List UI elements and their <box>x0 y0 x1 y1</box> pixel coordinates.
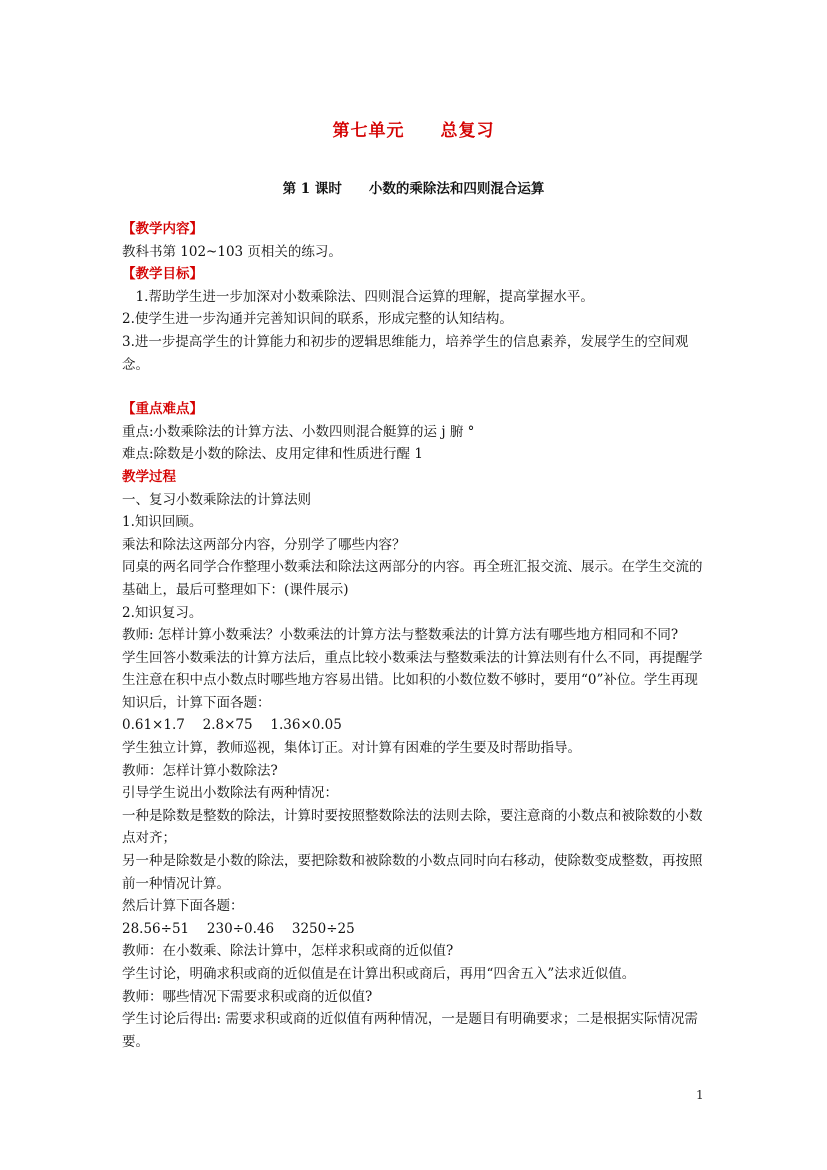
section-heading-process: 教学过程 <box>122 468 176 485</box>
section-heading-content: 【教学内容】 <box>122 221 203 237</box>
process-exercise: 28.56÷51 230÷0.46 3250÷25 <box>122 920 355 937</box>
process-paragraph: 学生讨论后得出: 需要求积或商的近似值有两种情况，一是题目有明确要求；二是根据实际情况需要。 <box>122 1011 698 1050</box>
content-text: 教科书第 102~103 页相关的练习。 <box>122 243 342 260</box>
section-heading-key-points: 【重点难点】 <box>122 401 203 418</box>
process-paragraph: 一种是除数是整数的除法，计算时要按照整数除法的法则去除，要注意商的小数点和被除数的小数点对齐； <box>122 807 703 847</box>
process-paragraph: 然后计算下面各题： <box>122 898 244 915</box>
key-point: 重点:小数乘除法的计算方法、小数四则混合艇算的运 j 腑 ° <box>122 423 475 440</box>
lesson-title: 第 1 课时 小数的乘除法和四则混合运算 <box>282 181 545 197</box>
goal-item: 3.进一步提高学生的计算能力和初步的逻辑思维能力，培养学生的信息素养，发展学生的空间观念。 <box>122 333 689 373</box>
process-paragraph: 教师：哪些情况下需要求积或商的近似值? <box>122 988 373 1005</box>
process-paragraph: 2.知识复习。 <box>122 604 203 621</box>
process-paragraph: 引导学生说出小数除法有两种情况： <box>122 785 338 802</box>
process-paragraph: 同桌的两名同学合作整理小数乘法和除法这两部分的内容。再全班汇报交流、展示。在学生交流的基础上，最后可整理如下：(课件展示) <box>122 559 703 598</box>
spacer <box>122 376 707 398</box>
process-paragraph: 另一种是除数是小数的除法，要把除数和被除数的小数点同时向右移动，使除数变成整数，再按照前一种情况计算。 <box>122 853 703 892</box>
document-body <box>122 218 707 1053</box>
unit-title: 第七单元 总复习 <box>332 121 495 141</box>
goal-item: 1.帮助学生进一步加深对小数乘除法、四则混合运算的理解，提高掌握水平。 <box>122 288 594 305</box>
process-paragraph: 教师：怎样计算小数除法? <box>122 762 278 779</box>
process-exercise: 0.61×1.7 2.8×75 1.36×0.05 <box>122 717 342 734</box>
section-heading-goals: 【教学目标】 <box>122 266 203 283</box>
goal-item: 2.使学生进一步沟通并完善知识间的联系，形成完整的认知结构。 <box>122 311 513 328</box>
page-number: 1 <box>696 1088 704 1102</box>
process-paragraph: 教师: 怎样计算小数乘法？小数乘法的计算方法与整数乘法的计算方法有哪些地方相同和不同? <box>122 627 679 644</box>
process-paragraph: 1.知识回顾。 <box>122 514 203 531</box>
process-paragraph: 学生讨论，明确求积或商的近似值是在计算出积或商后，再用“四舍五入”法求近似值。 <box>122 966 636 982</box>
process-paragraph: 学生回答小数乘法的计算方法后，重点比较小数乘法与整数乘法的计算法则有什么不同，再提醒学生注意在积中点小数点时哪些地方容易出错。比如积的小数位数不够时，要用“0”补位。学生再现知识后，计算下面各题： <box>122 649 703 711</box>
process-paragraph: 学生独立计算，教师巡视，集体订正。对计算有困难的学生要及时帮助指导。 <box>122 740 581 757</box>
process-paragraph: 一、复习小数乘除法的计算法则 <box>122 491 311 508</box>
process-paragraph: 乘法和除法这两部分内容，分别学了哪些内容？ <box>122 536 406 553</box>
process-paragraph: 教师：在小数乘、除法计算中，怎样求积或商的近似值? <box>122 943 454 960</box>
key-point: 难点:除数是小数的除法、皮用定律和性质进行醒 1 <box>122 446 423 463</box>
